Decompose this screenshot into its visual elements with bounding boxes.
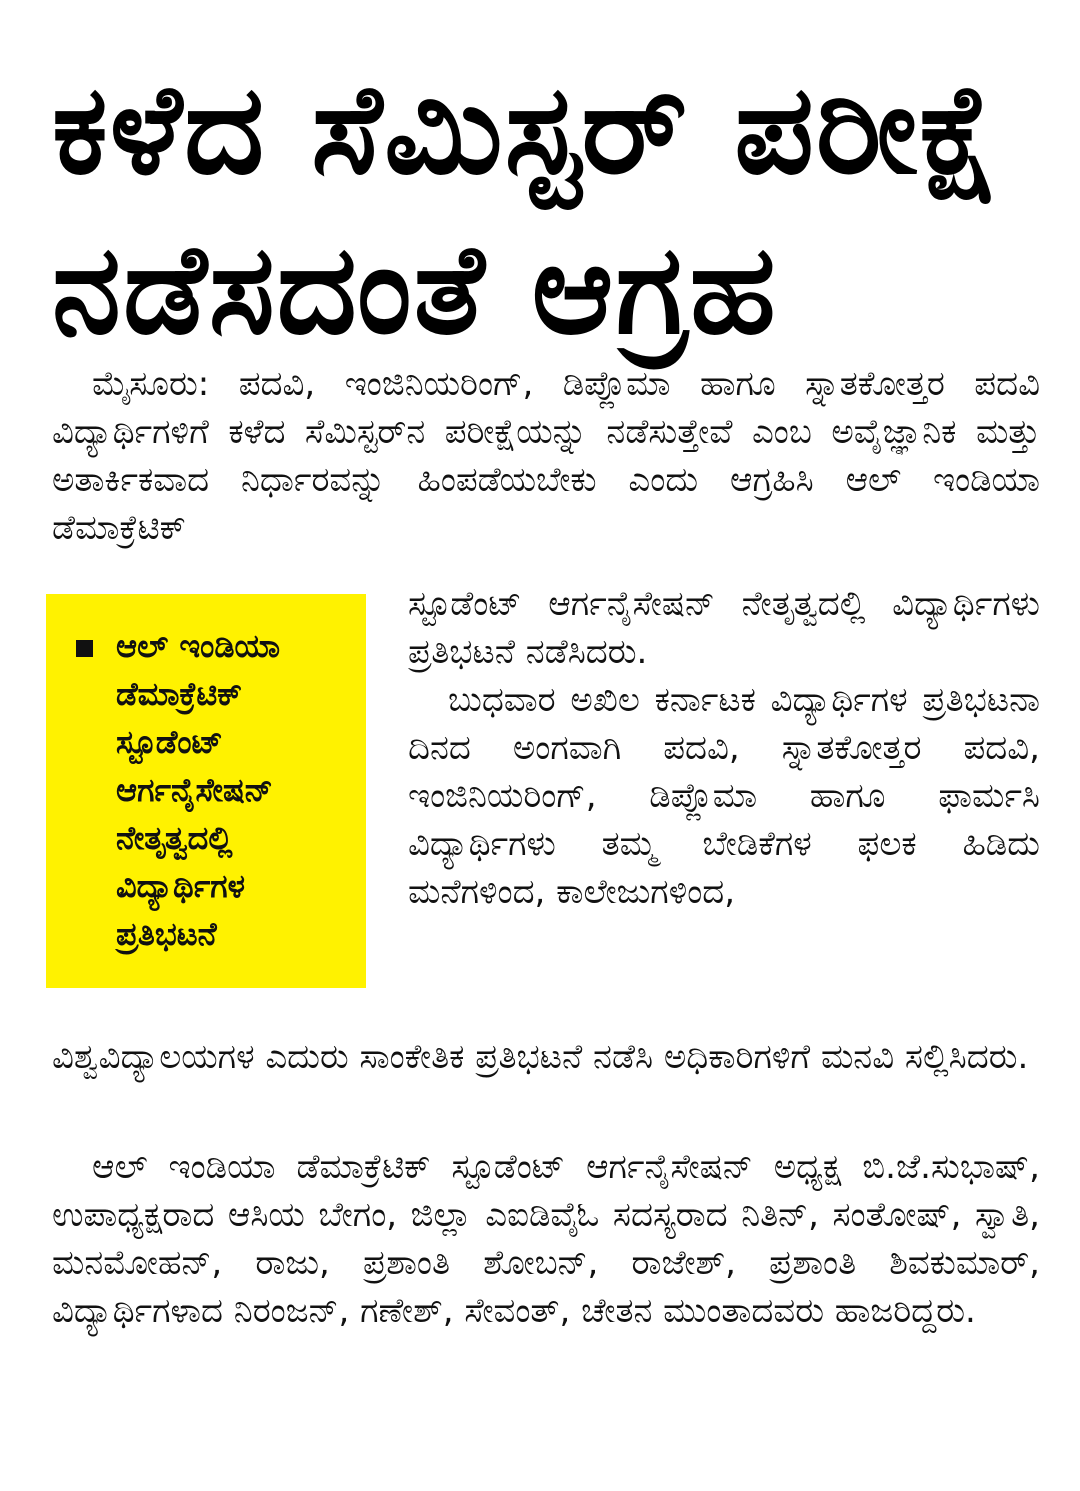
headline-line-1: ಕಳೆದ ಸೆಮಿಸ್ಟರ್ ಪರೀಕ್ಷೆ	[52, 58, 1002, 202]
highlight-box	[46, 594, 366, 988]
paragraph-protest-continued: ವಿಶ್ವವಿದ್ಯಾಲಯಗಳ ಎದುರು ಸಾಂಕೇತಿಕ ಪ್ರತಿಭಟನೆ ನಡೆಸಿ ಅಧಿಕಾರಿಗಳಿಗೆ ಮನವಿ ಸಲ್ಲಿಸಿದರು.	[52, 1037, 1029, 1077]
highlight-text: ಆಲ್ ಇಂಡಿಯಾ ಡೆಮಾಕ್ರೆಟಿಕ್ ಸ್ಟೂಡೆಂಟ್ ಆರ್ಗನೈಸೇಷನ್ ನೇತೃತ್ವದಲ್ಲಿ ವಿದ್ಯಾರ್ಥಿಗಳ ಪ್ರತಿಭಟನೆ	[116, 627, 281, 953]
paragraph-intro: ಮೈಸೂರು: ಪದವಿ, ಇಂಜಿನಿಯರಿಂಗ್, ಡಿಪ್ಲೊಮಾ ಹಾಗೂ ಸ್ನಾತಕೋತ್ತರ ಪದವಿ ವಿದ್ಯಾರ್ಥಿಗಳಿಗೆ ಕಳೆದ ಸೆಮಿಸ್ಟರ್‌ನ ಪರೀಕ್ಷೆಯನ್ನು ನಡೆಸುತ್ತೇವೆ ಎಂಬ ಅವೈಜ್ಞಾನಿಕ ಮತ್ತು ಅತಾರ್ಕಿಕವಾದ ನಿರ್ಧಾರವನ್ನು ಹಿಂಪಡೆಯಬೇಕು ಎಂದು ಆಗ್ರಹಿಸಿ ಆಲ್ ಇಂಡಿಯಾ ಡೆಮಾಕ್ರೆಟಿಕ್	[52, 364, 1040, 548]
paragraph-attendees: ಆಲ್ ಇಂಡಿಯಾ ಡೆಮಾಕ್ರೆಟಿಕ್ ಸ್ಟೂಡೆಂಟ್ ಆರ್ಗನೈಸೇಷನ್ ಅಧ್ಯಕ್ಷ ಬಿ.ಜೆ.ಸುಭಾಷ್, ಉಪಾಧ್ಯಕ್ಷರಾದ ಆಸಿಯ ಬೇಗಂ, ಜಿಲ್ಲಾ ಎಐಡಿವೈಓ ಸದಸ್ಯರಾದ ನಿತಿನ್, ಸಂತೋಷ್, ಸ್ವಾತಿ, ಮನಮೋಹನ್, ರಾಜು, ಪ್ರಶಾಂತಿ ಶೋಬನ್, ರಾಜೇಶ್, ಪ್ರಶಾಂತಿ ಶಿವಕುಮಾರ್, ವಿದ್ಯಾರ್ಥಿಗಳಾದ ನಿರಂಜನ್, ಗಣೇಶ್, ಸೇವಂತ್, ಚೇತನ ಮುಂತಾದವರು ಹಾಜರಿದ್ದರು.	[52, 1147, 1040, 1331]
headline	[52, 50, 1052, 370]
paragraph-intro-continued: ಸ್ಟೂಡೆಂಟ್ ಆರ್ಗನೈಸೇಷನ್ ನೇತೃತ್ವದಲ್ಲಿ ವಿದ್ಯಾರ್ಥಿಗಳು ಪ್ರತಿಭಟನೆ ನಡೆಸಿದರು.	[408, 584, 1040, 672]
headline-line-2: ನಡೆಸದಂತೆ ಆಗ್ರಹ	[52, 218, 778, 362]
right-column	[408, 580, 1040, 916]
paragraph-protest: ಬುಧವಾರ ಅಖಿಲ ಕರ್ನಾಟಕ ವಿದ್ಯಾರ್ಥಿಗಳ ಪ್ರತಿಭಟನಾ ದಿನದ ಅಂಗವಾಗಿ ಪದವಿ, ಸ್ನಾತಕೋತ್ತರ ಪದವಿ, ಇಂಜಿನಿಯರಿಂಗ್, ಡಿಪ್ಲೊಮಾ ಹಾಗೂ ಫಾರ್ಮಸಿ ವಿದ್ಯಾರ್ಥಿಗಳು ತಮ್ಮ ಬೇಡಿಕೆಗಳ ಫಲಕ ಹಿಡಿದು ಮನೆಗಳಿಂದ, ಕಾಲೇಜುಗಳಿಂದ,	[408, 680, 1040, 912]
square-bullet-icon	[76, 640, 93, 657]
